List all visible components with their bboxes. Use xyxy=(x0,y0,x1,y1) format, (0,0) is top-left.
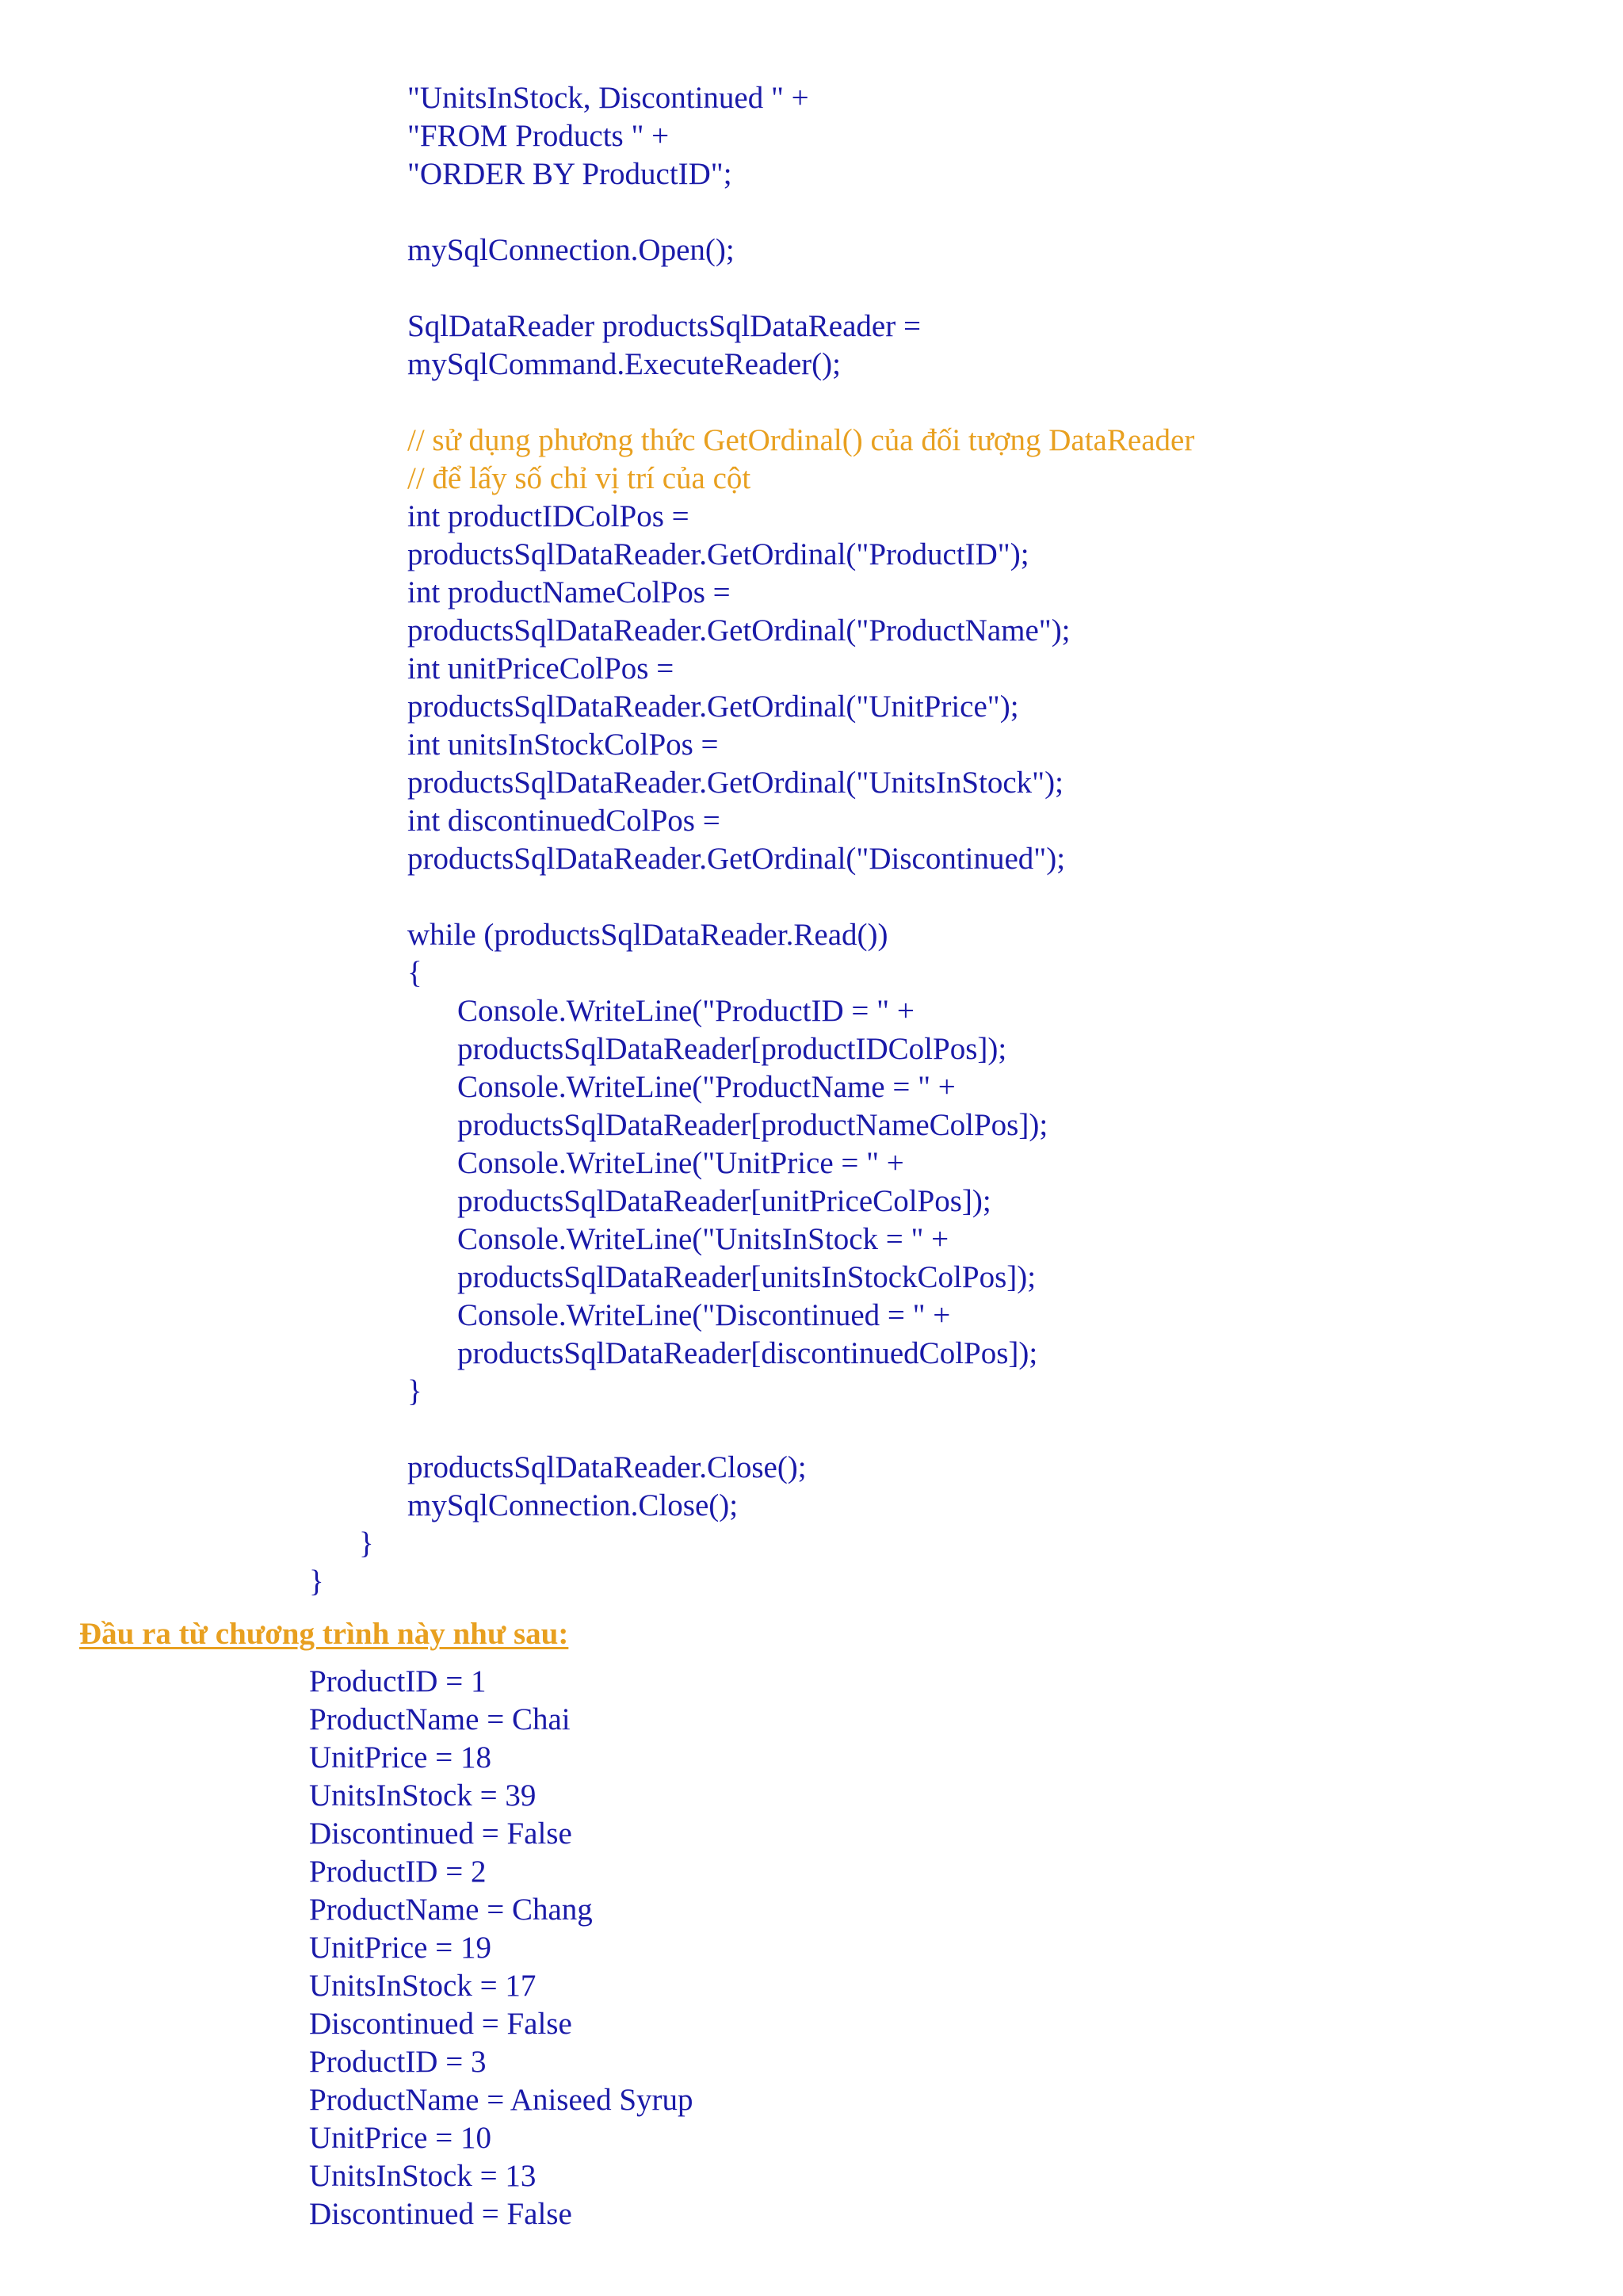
code-line: { xyxy=(407,956,422,990)
code-line: productsSqlDataReader.GetOrdinal("UnitPrice"); xyxy=(407,690,1019,724)
code-line: int discontinuedColPos = xyxy=(407,804,720,838)
code-line: } xyxy=(309,1564,324,1599)
output-line: ProductID = 3 xyxy=(309,2045,487,2079)
code-line: int productIDColPos = xyxy=(407,499,689,533)
code-line: int productNameColPos = xyxy=(407,575,731,609)
output-line: ProductID = 1 xyxy=(309,1664,487,1698)
code-comment: // để lấy số chỉ vị trí của cột xyxy=(407,461,751,495)
output-line: ProductName = Aniseed Syrup xyxy=(309,2083,693,2117)
code-line: productsSqlDataReader.Close(); xyxy=(407,1450,807,1484)
output-line: Discontinued = False xyxy=(309,2007,572,2041)
code-line: SqlDataReader productsSqlDataReader = xyxy=(407,309,921,343)
code-line: productsSqlDataReader[productIDColPos]); xyxy=(457,1032,1007,1066)
code-line: productsSqlDataReader.GetOrdinal("ProductName"); xyxy=(407,613,1071,648)
code-line: productsSqlDataReader[discontinuedColPos]); xyxy=(457,1336,1038,1370)
code-comment: // sử dụng phương thức GetOrdinal() của đối tượng DataReader xyxy=(407,423,1195,457)
code-line: int unitsInStockColPos = xyxy=(407,728,719,762)
output-line: UnitPrice = 18 xyxy=(309,1740,491,1775)
output-line: Discontinued = False xyxy=(309,2197,572,2231)
code-line: productsSqlDataReader[unitPriceColPos]); xyxy=(457,1184,991,1218)
code-line: "UnitsInStock, Discontinued " + xyxy=(407,81,809,115)
output-line: UnitsInStock = 39 xyxy=(309,1778,537,1813)
output-line: ProductName = Chai xyxy=(309,1702,571,1736)
code-line: Console.WriteLine("UnitsInStock = " + xyxy=(457,1222,949,1256)
code-line: while (productsSqlDataReader.Read()) xyxy=(407,918,888,952)
code-line: productsSqlDataReader.GetOrdinal("ProductID"); xyxy=(407,537,1029,571)
code-line: } xyxy=(407,1374,422,1408)
output-line: ProductID = 2 xyxy=(309,1855,487,1889)
code-line: productsSqlDataReader.GetOrdinal("Discontinued"); xyxy=(407,842,1066,876)
code-line: mySqlCommand.ExecuteReader(); xyxy=(407,347,841,381)
output-line: UnitPrice = 10 xyxy=(309,2121,491,2155)
code-line: productsSqlDataReader[unitsInStockColPos]); xyxy=(457,1260,1037,1294)
output-line: ProductName = Chang xyxy=(309,1893,593,1927)
code-line: mySqlConnection.Close(); xyxy=(407,1488,739,1522)
code-line: Console.WriteLine("UnitPrice = " + xyxy=(457,1146,904,1180)
code-line: Console.WriteLine("Discontinued = " + xyxy=(457,1298,951,1332)
code-line: productsSqlDataReader[productNameColPos]); xyxy=(457,1108,1048,1142)
output-line: UnitPrice = 19 xyxy=(309,1931,491,1965)
code-line: } xyxy=(359,1526,374,1561)
output-heading: Đầu ra từ chương trình này như sau: xyxy=(79,1617,569,1651)
code-line: "FROM Products " + xyxy=(407,119,670,153)
code-line: productsSqlDataReader.GetOrdinal("UnitsInStock"); xyxy=(407,766,1064,800)
code-line: "ORDER BY ProductID"; xyxy=(407,157,732,191)
code-line: Console.WriteLine("ProductName = " + xyxy=(457,1070,956,1104)
code-line: mySqlConnection.Open(); xyxy=(407,233,735,267)
output-line: UnitsInStock = 17 xyxy=(309,1969,537,2003)
output-line: UnitsInStock = 13 xyxy=(309,2159,537,2193)
code-line: Console.WriteLine("ProductID = " + xyxy=(457,994,915,1028)
output-line: Discontinued = False xyxy=(309,1817,572,1851)
code-line: int unitPriceColPos = xyxy=(407,651,674,686)
